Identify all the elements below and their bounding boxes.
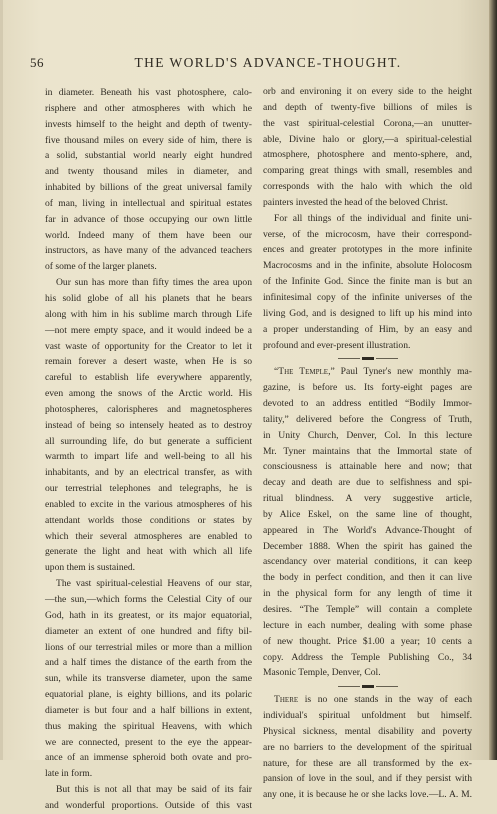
text-line: in diameter. Beneath his vast photosphere, calo- — [45, 87, 252, 98]
text-line: vast waste of opportunity for the Creator to let it — [45, 340, 252, 352]
text-line: five thousand miles on every side of him, there is — [45, 134, 252, 146]
page-left-edge — [0, 0, 3, 760]
text-line: lecture in each number, dealing with some phase — [263, 619, 472, 631]
text-line: photospheres, calorispheres and magnetospheres — [45, 403, 252, 415]
text-line: a solid, substantial world nearly eight hundred — [45, 150, 252, 162]
text-line: appeared in The World's Advance-Thought of — [263, 524, 472, 536]
text-line: verse, of the microcosm, have their correspond- — [263, 228, 472, 240]
text-line: ritual blindness. A very suggestive article, — [263, 493, 472, 505]
text-line: the body in perfect condition, and then it can live — [263, 572, 472, 584]
text-line: individual's spiritual unfoldment but himself. — [263, 710, 472, 722]
paragraph-first-line: But this is not all that may be said of its fair — [56, 784, 252, 796]
text-line: all surrounding life, do but generate a sufficient — [45, 435, 252, 447]
text-line: gazine, is before us. Its forty-eight pages are — [263, 382, 472, 394]
text-line: and twenty thousand miles in diameter, and — [45, 166, 252, 178]
text-line: lions of our terrestrial miles or more than a million — [45, 641, 252, 653]
text-line: of new thought. Price $1.00 a year; 10 cents a — [263, 635, 472, 647]
text-line: instructors, as have many of the advanced teachers — [45, 245, 252, 257]
text-line: of the Infinite God. Since the finite man is but an — [263, 276, 472, 288]
text-line: corresponds with the halo with which the old — [263, 181, 472, 193]
text-line: his solid globe of all his planets that he bears — [45, 292, 252, 304]
text-line: sun, while its transverse diameter, upon the same — [45, 673, 252, 685]
text-line: thus making the spiritual Heavens, with which — [45, 720, 252, 732]
paragraph-first-line: For all things of the individual and finite uni- — [274, 212, 472, 224]
text-line: atmosphere, photosphere and mento-sphere, and, — [263, 149, 472, 161]
paragraph-first-line: There is no one stands in the way of each — [274, 694, 472, 706]
section-divider-ornament — [263, 353, 472, 364]
text-line: Mr. Tyner maintains that the Immortal state of — [263, 445, 472, 457]
text-line: along with him in his sublime march through Life — [45, 308, 252, 320]
text-line: of man, living in intellectual and spiritual estates — [45, 197, 252, 209]
text-line: generate the light and heat with which all life — [45, 546, 252, 558]
text-line: late in form. — [45, 768, 93, 780]
text-line: which their several atmospheres are enabled to — [45, 530, 252, 542]
text-line: warmth to impart life and well-being to all his — [45, 451, 252, 463]
section-divider-ornament — [263, 681, 472, 692]
text-line: ascendancy over material conditions, it can keep — [263, 556, 472, 568]
text-line: ences and greater prototypes in the more infinite — [263, 244, 472, 256]
text-line: pansion of love in the soul, and if they persist with — [263, 773, 472, 785]
text-line: Macrocosms and in the infinite, absolute Holocosm — [263, 260, 472, 272]
left-text-column — [45, 85, 252, 814]
text-line: devoted to an address entitled “Bodily Immor- — [263, 398, 472, 410]
text-line: by Alice Eskel, on the same line of thought, — [263, 508, 472, 520]
text-line: —the sun,—which forms the Celestial City of our — [45, 594, 252, 605]
text-line: comparing great things with small, resembles and — [263, 165, 472, 177]
page-number: 56 — [30, 55, 44, 70]
journal-title: THE WORLD'S ADVANCE-THOUGHT. — [134, 55, 402, 70]
text-line: orb and environing it on every side to the height — [263, 86, 472, 97]
text-line: we are connected, present to the eye the appear- — [45, 736, 252, 748]
running-head — [30, 55, 467, 75]
text-line: instead of being so intensely heated as to destroy — [45, 419, 252, 431]
text-line: of some of the larger planets. — [45, 261, 157, 273]
text-line: attendant worlds those conditions or states by — [45, 514, 252, 526]
text-line: upon them is sustained. — [45, 562, 136, 574]
text-line: ance of an immense spheroid both ovate and pro- — [45, 752, 252, 764]
text-line: and depth of twenty-five billions of miles is — [263, 101, 472, 113]
text-line: decay and death are due to selfishness and spi- — [263, 477, 472, 489]
text-line: consciousness is attainable here and now; that — [263, 461, 472, 473]
text-line: God, hath in its greatest, or its major equatorial, — [45, 609, 252, 621]
text-line: living God, and is designed to lift up his mind into — [263, 307, 472, 319]
text-line: remain forever a desert waste, when He is so — [45, 356, 252, 368]
text-line: equatorial plane, is eighty billions, and its polaric — [45, 689, 252, 701]
text-line: tality,” delivered before the Congress of Truth, — [263, 413, 472, 425]
text-line: profound and ever-present illustration. — [263, 339, 411, 351]
right-text-column — [263, 84, 472, 803]
paragraph-first-line: “The Temple,” Paul Tyner's new monthly ma- — [274, 366, 472, 378]
text-line: Masonic Temple, Denver, Col. — [263, 667, 381, 679]
text-line: Physical sickness, mental disability and poverty — [263, 725, 472, 737]
text-line: and wonderful proportions. Outside of this vast — [45, 799, 252, 811]
text-line: desires. “The Temple” will contain a complete — [263, 604, 472, 615]
text-line: are no barriers to the development of the spiritual — [263, 741, 472, 753]
text-line: diameter an extent of one hundred and fifty bil- — [45, 625, 252, 637]
text-line: world. Indeed many of them have been our — [45, 229, 252, 241]
text-line: any one, it is because he or she lacks love.—L. A. M. — [263, 789, 472, 801]
text-line: risphere and other atmospheres with which he — [45, 102, 252, 114]
text-line: the vast spiritual-celestial Corona,—an unutter- — [263, 117, 472, 129]
text-line: enabled to excite in the various atmospheres of his — [45, 498, 252, 510]
text-line: careful to establish life everywhere apparently, — [45, 372, 252, 384]
text-line: nature, for these are all transformed by the ex- — [263, 757, 472, 769]
text-line: infinitesimal copy of the infinite universes of the — [263, 291, 472, 303]
text-line: far in advance of those occupying our own little — [45, 213, 252, 225]
text-line: inhabited by billions of the great universal family — [45, 182, 252, 194]
text-line: copy. Address the Temple Publishing Co., 34 — [263, 651, 472, 663]
text-line: a proper understanding of Him, by an easy and — [263, 323, 472, 335]
text-line: —not mere empty space, and it would indeed be a — [45, 324, 252, 336]
text-line: in Unity Church, Denver, Col. In this lecture — [263, 429, 472, 441]
text-line: inhabitants, and by an electrical transfer, as with — [45, 467, 252, 479]
paragraph-first-line: Our sun has more than fifty times the area upon — [56, 277, 252, 289]
text-line: even among the snows of the Arctic world. His — [45, 388, 252, 400]
text-line: invests himself to the height and depth of twenty- — [45, 118, 252, 130]
text-line: able, Divine halo or glory,—a spiritual-celestial — [263, 133, 472, 145]
text-line: our terrestrial telephones and telegraphs, he is — [45, 483, 252, 495]
paragraph-first-line: The vast spiritual-celestial Heavens of our star, — [56, 578, 252, 590]
text-line: painters invested the head of the beloved Christ. — [263, 196, 448, 208]
page-gutter-shadow — [489, 0, 497, 760]
text-line: in the physical form for any length of time it — [263, 588, 472, 600]
text-line: and a half times the distance of the earth from the — [45, 657, 252, 669]
text-line: diameter is but four and a half billions in extent, — [45, 704, 252, 716]
text-line: December 1888. When the spirit has gained the — [263, 540, 472, 552]
